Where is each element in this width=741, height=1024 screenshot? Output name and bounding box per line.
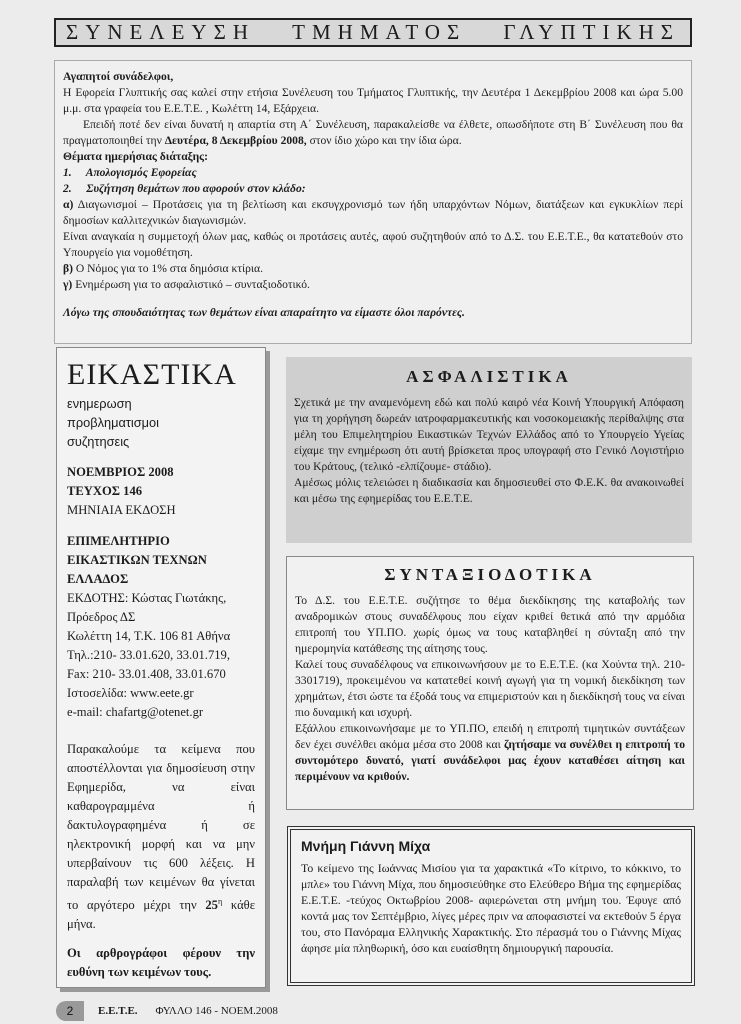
pension-section xyxy=(286,556,694,810)
subtitle-line-2: προβληματισμοι xyxy=(67,415,160,430)
memorial-section xyxy=(287,826,695,986)
agenda-subitem-a: α) Διαγωνισμοί – Προτάσεις για τη βελτίωση και εκσυγχρονισμό των ήδη υπαρχόντων Νόμων, διατάξεων και εγκυκλίων περί δημοσίων καλλιτεχνικών διαγωνισμών. xyxy=(63,198,683,227)
memorial-text: Το κείμενο της Ιωάννας Μισίου για τα χαρακτικά «Το κίτρινο, το κόκκινο, το μπλε» του Γιάννη Μίχα, που δημοσιεύθηκε στο Ελεύθερο Βήμα της εφημερίδας Ε.Ε.Τ.Ε. -τεύχος Οκτωβρίου 2008- αφιερώνεται στη μνήμη του. Έφυγε από κοντά μας τον Σεπτέμβριο, λίγες μέρες πριν να αποφασιστεί να εκτεθούν 5 έργα του, στο Πανόραμα Ελληνικής Χαρακτικής. Στο πέρασμά του ο Γιάννης Μίχας άφησε μία πληθωρική, όσο και ευαίσθητη δημιουργική παρουσία. xyxy=(301,861,681,955)
address: Κωλέττη 14, Τ.Κ. 106 81 Αθήνα xyxy=(67,629,231,643)
email-link[interactable]: e-mail: chafartg@otenet.gr xyxy=(67,705,204,719)
submission-guidelines: Παρακαλούμε τα κείμενα που αποστέλλονται για δημοσίευση στην Εφημερίδα, να είναι καθαρογραμμένα ή δακτυλογραφημένα ή σε ηλεκτρονική μορφή και να μην υπερβαίνουν τις 600 λέξεις. Η παραλαβή των κειμένων θα γίνεται το αργότερο μέχρι την $25^\eta$ κάθε μήνα. xyxy=(67,742,255,932)
agenda-subitem-c: γ) Ενημέρωση για το ασφαλιστικό – συνταξιοδοτικό. xyxy=(63,278,310,291)
notice-closing: Λόγω της σπουδαιότητας των θεμάτων είναι απαραίτητο να είμαστε όλοι παρόντες. xyxy=(63,306,465,319)
notice-greeting: Αγαπητοί συνάδελφοι, xyxy=(63,70,174,83)
title-word-1: ΣΥΝΕΛΕΥΣΗ xyxy=(66,20,255,44)
publisher: ΕΚΔΟΤΗΣ: Κώστας Γιωτάκης, xyxy=(67,591,227,605)
org-name-line-3: ΕΛΛΑΔΟΣ xyxy=(67,572,129,586)
subtitle-line-3: συζητησεις xyxy=(67,434,130,449)
notice-paragraph-2: Επειδή ποτέ δεν είναι δυνατή η απαρτία στη Α΄ Συνέλευση, παρακαλείσθε να έλθετε, οπωσδήποτε στη Β΄ Συνέλευση που θα πραγματοποιηθεί την Δευτέρα, 8 Δεκεμβρίου 2008, στον ίδιο χώρο και την ίδια ώρα. xyxy=(63,118,683,147)
insurance-section xyxy=(286,357,692,543)
page-footer xyxy=(56,1000,456,1022)
insurance-heading: ΑΣΦΑΛΙΣΤΙΚΑ xyxy=(406,367,572,386)
publication-title: ΕΙΚΑΣΤΙΚΑ xyxy=(67,358,237,391)
website-link[interactable]: Ιστοσελίδα: www.eete.gr xyxy=(67,686,194,700)
meeting-notice xyxy=(54,60,692,344)
author-responsibility: Οι αρθρογράφοι φέρουν την ευθύνη των κειμένων τους. xyxy=(67,946,255,980)
memorial-heading: Μνήμη Γιάννη Μίχα xyxy=(301,838,431,854)
fax: Fax: 210- 33.01.408, 33.01.670 xyxy=(67,667,226,681)
issue-frequency: ΜΗΝΙΑΙΑ ΕΚΔΟΣΗ xyxy=(67,503,176,517)
masthead-sidebar xyxy=(56,347,266,988)
pension-heading: ΣΥΝΤΑΞΙΟΔΟΤΙΚΑ xyxy=(384,565,596,584)
org-name-line-1: ΕΠΙΜΕΛΗΤΗΡΙΟ xyxy=(67,534,170,548)
pension-paragraph-2: Καλεί τους συναδέλφους να επικοινωνήσουν με το Ε.Ε.Τ.Ε. (κα Χούντα τηλ. 210-3301719), προκειμένου να κατατεθεί κοινή αγωγή για τη νομική διεκδίκηση των χρημάτων, έτσι ώστε τα έξοδά τους να επιμεριστούν και η διεκδίκησή τους να είναι πιο δυναμική και ισχυρή. xyxy=(295,658,685,719)
agenda-item-1: 1. Απολογισμός Εφορείας xyxy=(63,166,197,179)
insurance-paragraph-2: Αμέσως μόλις τελειώσει η διαδικασία και δημοσιευθεί στο Φ.Ε.Κ. θα ανακοινωθεί και μέσω της εφημερίδας του Ε.Ε.Τ.Ε. xyxy=(294,476,684,505)
issue-month: ΝΟΕΜΒΡΙΟΣ 2008 xyxy=(67,465,174,479)
title-word-3: ΓΛΥΠΤΙΚΗΣ xyxy=(503,20,680,44)
agenda-subitem-b: β) Ο Νόμος για το 1% στα δημόσια κτίρια. xyxy=(63,262,264,275)
page-number: 2 xyxy=(56,1001,84,1021)
agenda-subitem-a-note: Είναι αναγκαία η συμμετοχή όλων μας, καθώς οι προτάσεις αυτές, αφού συζητηθούν από το Δ.Σ. του Ε.Ε.Τ.Ε., θα κατατεθούν στο Υπουργείο για νομοθέτηση. xyxy=(63,230,683,259)
footer-publication: Ε.Ε.Τ.Ε. xyxy=(98,1005,138,1017)
footer-issue: ΦΥΛΛΟ 146 - ΝΟΕΜ.2008 xyxy=(155,1005,278,1017)
agenda-title: Θέματα ημερήσιας διάταξης: xyxy=(63,150,208,163)
pension-paragraph-3: Εξάλλου επικοινωνήσαμε με το ΥΠ.ΠΟ, επειδή η επιτροπή τιμητικών συντάξεων δεν έχει συνέλθει ακόμα μέσα στο 2008 και ζητήσαμε να συνέλθει η επιτροπή το συντομότερο δυνατό, γιατί συνάδελφοι μας έχουν καταθέσει αίτηση και περιμένουν να κριθούν. xyxy=(295,722,685,783)
org-name-line-2: ΕΙΚΑΣΤΙΚΩΝ ΤΕΧΝΩΝ xyxy=(67,553,207,567)
issue-number: ΤΕΥΧΟΣ 146 xyxy=(67,484,143,498)
title-word-2: ΤΜΗΜΑΤΟΣ xyxy=(292,20,467,44)
phone: Τηλ.:210- 33.01.620, 33.01.719, xyxy=(67,648,230,662)
meeting-title-banner xyxy=(54,18,692,47)
notice-paragraph-1: Η Εφορεία Γλυπτικής σας καλεί στην ετήσια Συνέλευση του Τμήματος Γλυπτικής, την Δευτέρα 1 Δεκεμβρίου 2008 και ώρα 5.00 μ.μ. στα γραφεία του Ε.Ε.Τ.Ε. , Κωλέττη 14, Εξάρχεια. xyxy=(63,86,683,115)
pension-paragraph-1: Το Δ.Σ. του Ε.Ε.Τ.Ε. συζήτησε το θέμα διεκδίκησης της καταβολής των αναδρομικών στους συναδέλφους που είχαν κριθεί θετικά από την αρμόδια επιτροπή του ΥΠ.ΠΟ. χωρίς όμως να τους καταβληθεί η σύνταξη από την ημερομηνία κατάθεσης της αίτησης τους. xyxy=(295,594,685,655)
publisher-role: Πρόεδρος ΔΣ xyxy=(67,610,136,624)
insurance-paragraph-1: Σχετικά με την αναμενόμενη εδώ και πολύ καιρό νέα Κοινή Υπουργική Απόφαση για τη χορήγηση δωρεάν ιατροφαρμακευτικής και νοσοκομειακής περίθαλψης στα μέλη του Επιμελητηρίου Εικαστικών Τεχνών Ελλάδος από το Υπουργείο Υγείας είχαμε την ενημέρωση ότι αυτή βρίσκεται προς υπογραφή στο Γενικό Λογιστήριο του Κράτους, (τελικό -ελπίζουμε- στάδιο). xyxy=(294,396,684,473)
subtitle-line-1: ενημερωση xyxy=(67,396,132,411)
agenda-item-2: 2. Συζήτηση θεμάτων που αφορούν στον κλάδο: xyxy=(63,182,306,195)
